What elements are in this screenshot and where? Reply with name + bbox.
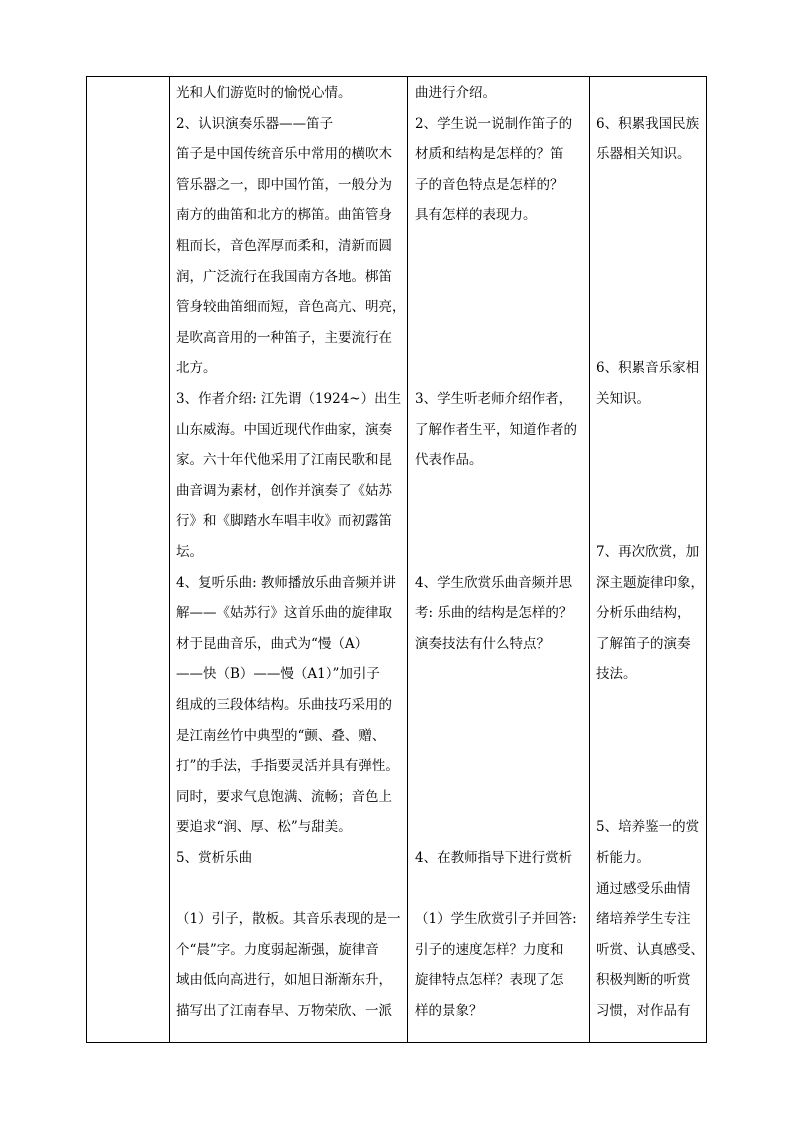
student-line: 引子的速度怎样？力度和 <box>415 941 564 958</box>
intent-line: 通过感受乐曲情 <box>596 880 691 897</box>
student-line: 旋律特点怎样？表现了怎 <box>415 972 564 989</box>
student-line: 材质和结构是怎样的？笛 <box>415 146 564 163</box>
content-line: 要追求“润、厚、松”与甜美。 <box>176 819 352 836</box>
column-divider <box>589 77 590 1042</box>
intent-line: 深主题旋律印象， <box>596 574 704 591</box>
content-line: ——快（B）——慢（A1）”加引子 <box>176 666 380 683</box>
lesson-table <box>86 76 707 1043</box>
student-line: 2、学生说一说制作笛子的 <box>415 115 573 132</box>
content-line: （1）引子，散板。其音乐表现的是一 <box>176 911 401 928</box>
content-line: 粗而长，音色浑厚而柔和，清新而圆 <box>176 238 392 254</box>
content-line: 同时，要求气息饱满、流畅；音色上 <box>176 788 392 805</box>
content-line: 润，广泛流行在我国南方各地。梆笛 <box>176 268 392 285</box>
student-line: 4、在教师指导下进行赏析 <box>415 850 573 866</box>
student-line: 曲进行介绍。 <box>415 85 496 101</box>
intent-line: 分析乐曲结构， <box>596 605 691 622</box>
intent-line: 听赏、认真感受、 <box>596 941 704 958</box>
intent-line: 6、积累我国民族 <box>596 115 700 132</box>
content-line: 解——《姑苏行》这首乐曲的旋律取 <box>176 605 392 622</box>
student-line: 代表作品。 <box>415 452 483 469</box>
content-line: 材于昆曲音乐，曲式为“慢（A） <box>176 635 369 652</box>
intent-line: 关知识。 <box>596 391 650 407</box>
content-line: 山东威海。中国近现代作曲家，演奏 <box>176 421 392 438</box>
intent-line: 7、再次欣赏，加 <box>596 544 700 560</box>
intent-line: 技法。 <box>596 666 637 683</box>
intent-line: 积极判断的听赏 <box>596 972 691 989</box>
student-line: 样的景象？ <box>415 1003 483 1019</box>
student-line: 考: 乐曲的结构是怎样的？ <box>415 605 573 622</box>
column-divider <box>407 77 408 1042</box>
content-line: 管乐器之一，即中国竹笛，一般分为 <box>176 176 392 193</box>
content-line: 行》和《脚踏水车唱丰收》而初露笛 <box>176 513 392 530</box>
student-line: 了解作者生平，知道作者的 <box>415 421 577 438</box>
content-line: 光和人们游览时的愉悦心情。 <box>176 85 352 101</box>
student-line: （1）学生欣赏引子并回答: <box>415 911 577 928</box>
student-line: 演奏技法有什么特点？ <box>415 635 550 652</box>
content-line: 打”的手法，手指要灵活并具有弹性。 <box>176 758 399 775</box>
content-line: 4、复听乐曲: 教师播放乐曲音频并讲 <box>176 574 396 591</box>
intent-line: 5、培养鉴一的赏 <box>596 819 700 836</box>
content-line: 坛。 <box>176 544 203 560</box>
intent-line: 乐器相关知识。 <box>596 146 691 163</box>
content-line: 个“晨”字。力度弱起渐强，旋律音 <box>176 941 379 958</box>
student-line: 4、学生欣赏乐曲音频并思 <box>415 574 573 591</box>
content-line: 北方。 <box>176 360 217 377</box>
content-line: 3、作者介绍: 江先谓（1924~）出生 <box>176 391 402 407</box>
content-line: 组成的三段体结构。乐曲技巧采用的 <box>176 697 392 713</box>
content-line: 是江南丝竹中典型的“颤、叠、赠、 <box>176 727 386 744</box>
content-line: 5、赏析乐曲 <box>176 850 253 866</box>
intent-line: 习惯，对作品有 <box>596 1003 691 1019</box>
content-line: 笛子是中国传统音乐中常用的横吹木 <box>176 146 392 163</box>
intent-line: 6、积累音乐家相 <box>596 360 700 377</box>
content-line: 2、认识演奏乐器——笛子 <box>176 115 334 132</box>
student-line: 子的音色特点是怎样的？ <box>415 176 564 193</box>
content-line: 管身较曲笛细而短，音色高亢、明亮， <box>176 299 406 316</box>
content-line: 家。六十年代他采用了江南民歌和昆 <box>176 452 392 469</box>
intent-line: 绪培养学生专注 <box>596 911 691 928</box>
content-line: 南方的曲笛和北方的梆笛。曲笛管身 <box>176 207 392 224</box>
content-line: 是吹高音用的一种笛子，主要流行在 <box>176 329 392 346</box>
student-line: 3、学生听老师介绍作者， <box>415 391 573 407</box>
content-line: 曲音调为素材，创作并演奏了《姑苏 <box>176 482 392 499</box>
student-line: 具有怎样的表现力。 <box>415 207 537 224</box>
intent-line: 了解笛子的演奏 <box>596 635 691 652</box>
intent-line: 析能力。 <box>596 850 650 866</box>
column-divider <box>169 77 170 1042</box>
content-line: 域由低向高进行，如旭日渐渐东升， <box>176 972 392 989</box>
content-line: 描写出了江南春早、万物荣欣、一派 <box>176 1003 392 1019</box>
